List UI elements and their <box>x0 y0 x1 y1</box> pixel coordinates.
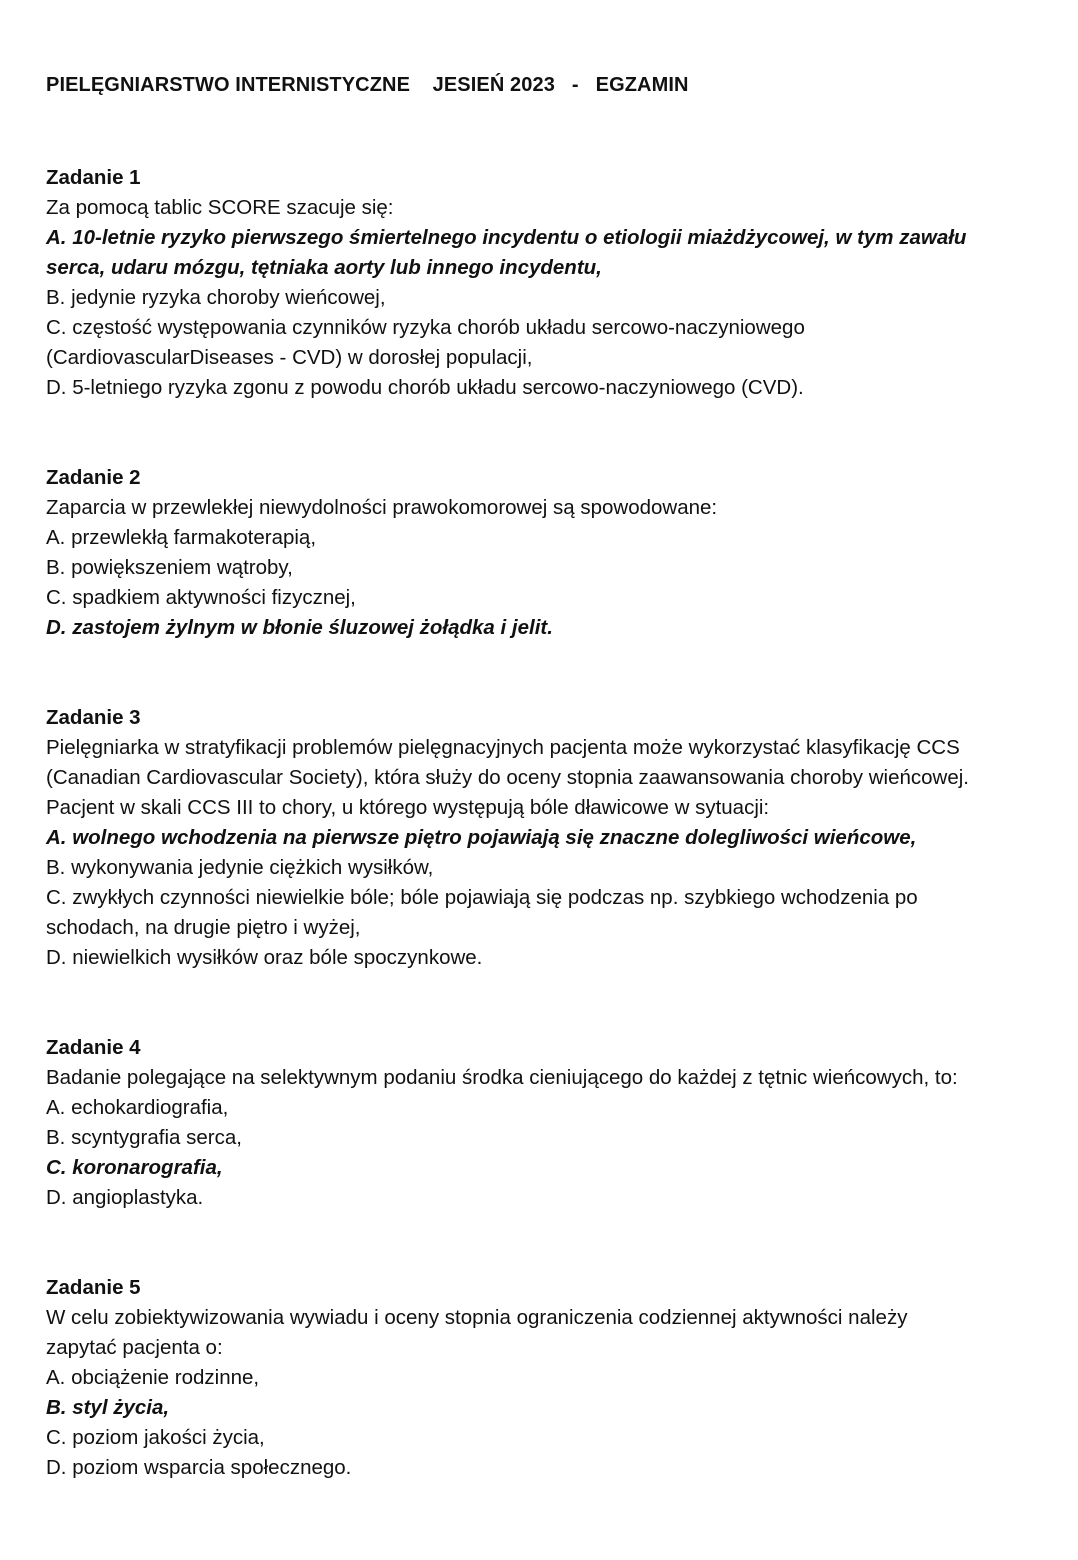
question-text: Zaparcia w przewlekłej niewydolności prawokomorowej są spowodowane: <box>46 496 718 519</box>
task-heading: Zadanie 1 <box>46 166 141 189</box>
question-text: Pacjent w skali CCS III to chory, u którego występują bóle dławicowe w sytuacji: <box>46 796 770 819</box>
answer-b: B. jedynie ryzyka choroby wieńcowej, <box>46 286 386 309</box>
answer-d: D. angioplastyka. <box>46 1186 204 1209</box>
task-5 <box>46 1273 1066 1483</box>
answer-a: A. echokardiografia, <box>46 1096 229 1119</box>
answer-a: A. przewlekłą farmakoterapią, <box>46 526 317 549</box>
question-text: zapytać pacjenta o: <box>46 1336 223 1359</box>
answer-c: C. poziom jakości życia, <box>46 1426 265 1449</box>
task-2 <box>46 463 1066 643</box>
question-text: Za pomocą tablic SCORE szacuje się: <box>46 196 394 219</box>
question-text: Badanie polegające na selektywnym podaniu środka cieniującego do każdej z tętnic wieńcowych, to: <box>46 1066 958 1089</box>
answer-a-correct: A. 10-letnie ryzyko pierwszego śmiertelnego incydentu o etiologii miażdżycowej, w tym zawału <box>46 226 967 249</box>
document-title: PIELĘGNIARSTWO INTERNISTYCZNE JESIEŃ 2023 - EGZAMIN <box>46 74 689 96</box>
answer-c: C. częstość występowania czynników ryzyka chorób układu sercowo-naczyniowego <box>46 316 805 339</box>
answer-d: D. poziom wsparcia społecznego. <box>46 1456 352 1479</box>
answer-b: B. wykonywania jedynie ciężkich wysiłków, <box>46 856 434 879</box>
answer-c: C. zwykłych czynności niewielkie bóle; bóle pojawiają się podczas np. szybkiego wchodzenia po <box>46 886 918 909</box>
question-text: Pielęgniarka w stratyfikacji problemów pielęgnacyjnych pacjenta może wykorzystać klasyfikację CCS <box>46 736 960 759</box>
task-heading: Zadanie 2 <box>46 466 141 489</box>
answer-c-correct: C. koronarografia, <box>46 1156 223 1179</box>
question-text: W celu zobiektywizowania wywiadu i oceny stopnia ograniczenia codziennej aktywności należy <box>46 1306 908 1329</box>
task-3 <box>46 703 1066 973</box>
answer-c-cont: (CardiovascularDiseases - CVD) w dorosłej populacji, <box>46 346 533 369</box>
task-heading: Zadanie 3 <box>46 706 141 729</box>
answer-a: A. obciążenie rodzinne, <box>46 1366 260 1389</box>
task-4 <box>46 1033 1066 1213</box>
answer-d: D. niewielkich wysiłków oraz bóle spoczynkowe. <box>46 946 483 969</box>
task-heading: Zadanie 5 <box>46 1276 141 1299</box>
task-heading: Zadanie 4 <box>46 1036 141 1059</box>
answer-c: C. spadkiem aktywności fizycznej, <box>46 586 356 609</box>
answer-d-correct: D. zastojem żylnym w błonie śluzowej żołądka i jelit. <box>46 616 553 639</box>
answer-b: B. scyntygrafia serca, <box>46 1126 242 1149</box>
answer-c-cont: schodach, na drugie piętro i wyżej, <box>46 916 361 939</box>
answer-d: D. 5-letniego ryzyka zgonu z powodu chorób układu sercowo-naczyniowego (CVD). <box>46 376 804 399</box>
answer-b: B. powiększeniem wątroby, <box>46 556 293 579</box>
task-1 <box>46 163 1066 403</box>
answer-a-correct-cont: serca, udaru mózgu, tętniaka aorty lub innego incydentu, <box>46 256 602 279</box>
answer-b-correct: B. styl życia, <box>46 1396 170 1419</box>
question-text: (Canadian Cardiovascular Society), która służy do oceny stopnia zaawansowania choroby wieńcowej. <box>46 766 969 789</box>
answer-a-correct: A. wolnego wchodzenia na pierwsze piętro pojawiają się znaczne dolegliwości wieńcowe, <box>46 826 917 849</box>
